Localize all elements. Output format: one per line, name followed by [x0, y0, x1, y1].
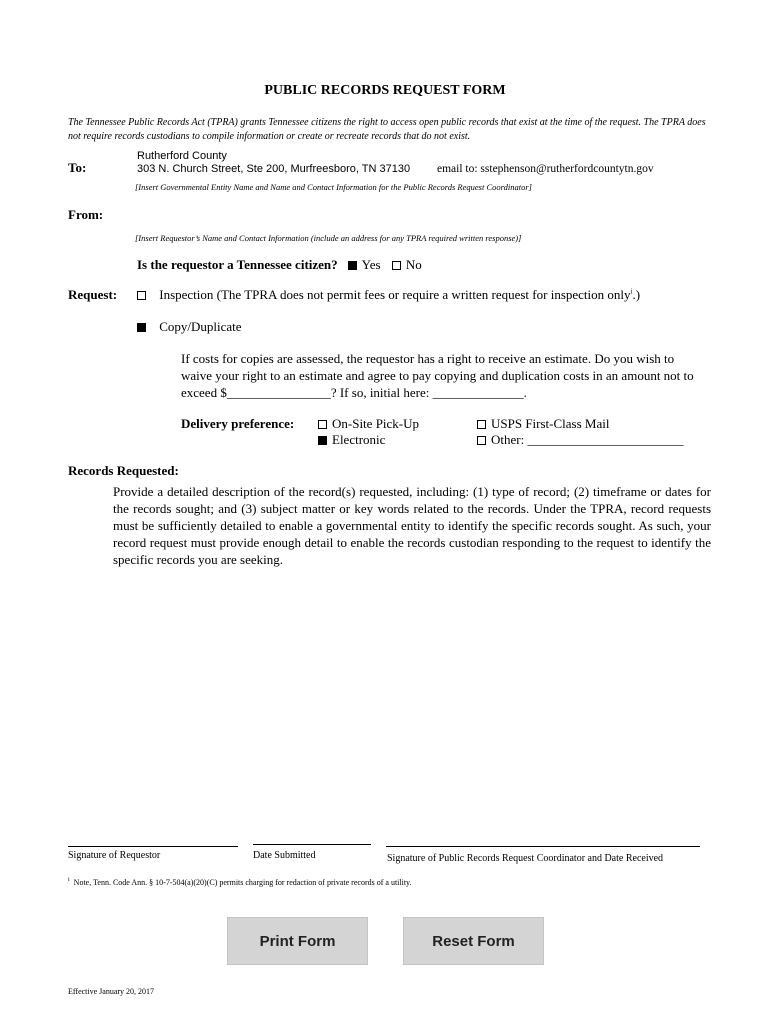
- to-entity: Rutherford County: [137, 150, 227, 162]
- electronic-option: [318, 432, 385, 448]
- other-option: [477, 432, 683, 448]
- inspection-checkbox[interactable]: [137, 291, 146, 300]
- inspection-footnote-mark: i: [630, 287, 633, 296]
- costs-paragraph: If costs for copies are assessed, the requestor has a right to receive an estimate. Do you wish to waive your right to an estimate and agree to pay copying and duplication costs in an amount not to exceed $________________? If so, initial here: ______________.: [181, 351, 694, 400]
- request-label: Request:: [68, 287, 118, 302]
- onsite-option: [318, 416, 419, 432]
- coordinator-signature-label: Signature of Public Records Request Coordinator and Date Received: [387, 853, 664, 864]
- citizen-yes-checkbox[interactable]: [348, 261, 357, 270]
- footnote: [68, 877, 412, 887]
- copy-label: Copy/Duplicate: [159, 319, 242, 334]
- usps-option: [477, 416, 609, 432]
- footnote-mark: i: [68, 877, 70, 883]
- delivery-label: Delivery preference:: [181, 416, 295, 431]
- requestor-signature-line[interactable]: [68, 846, 238, 847]
- footnote-text: Note, Tenn. Code Ann. § 10-7-504(a)(20)(C) permits charging for redaction of private records of a utility.: [73, 877, 412, 887]
- citizen-row: [137, 256, 422, 274]
- requestor-signature-label: Signature of Requestor: [68, 850, 161, 861]
- other-checkbox[interactable]: [477, 436, 486, 445]
- form-title: PUBLIC RECORDS REQUEST FORM: [264, 83, 506, 98]
- copy-checkbox[interactable]: [137, 323, 146, 332]
- reset-form-button[interactable]: Reset Form: [403, 917, 544, 965]
- inspection-label-end: .): [632, 287, 641, 302]
- from-label: From:: [68, 207, 104, 222]
- usps-checkbox[interactable]: [477, 420, 486, 429]
- citizen-yes-label: Yes: [361, 257, 381, 272]
- from-hint: [Insert Requestor’s Name and Contact Information (include an address for any TPRA required written response)]: [135, 233, 522, 243]
- inspection-label: Inspection (The TPRA does not permit fees or require a written request for inspection only: [159, 287, 631, 302]
- electronic-checkbox[interactable]: [318, 436, 327, 445]
- onsite-label: On-Site Pick-Up: [332, 416, 420, 431]
- other-label: Other: ________________________: [491, 432, 684, 447]
- onsite-checkbox[interactable]: [318, 420, 327, 429]
- records-label: Records Requested:: [68, 463, 179, 478]
- to-address: 303 N. Church Street, Ste 200, Murfreesboro, TN 37130: [137, 163, 411, 175]
- coordinator-signature-line[interactable]: [386, 846, 700, 847]
- to-hint: [Insert Governmental Entity Name and Name and Contact Information for the Public Records Request Coordinator]: [135, 182, 532, 192]
- intro-text: The Tennessee Public Records Act (TPRA) grants Tennessee citizens the right to access open public records that exist at the time of the request. The TPRA does not require records custodians to compile information or create or recreate records that do not exist.: [68, 117, 706, 142]
- inspection-row: [137, 287, 640, 303]
- citizen-no-label: No: [405, 257, 422, 272]
- effective-date: Effective January 20, 2017: [68, 987, 155, 996]
- electronic-label: Electronic: [332, 432, 386, 447]
- date-submitted-label: Date Submitted: [253, 850, 316, 861]
- copy-row: [137, 319, 242, 335]
- records-description: Provide a detailed description of the record(s) requested, including: (1) type of record; (2) timeframe or dates for the records sought; and (3) subject matter or key words related to the records. Under the TPRA, record requests must be sufficiently detailed to enable a governmental entity to identify the specific records sought. As such, your record request must provide enough detail to enable the records custodian responding to the request to identify the specific records you are seeking.: [113, 484, 711, 567]
- to-label: To:: [68, 160, 87, 175]
- date-submitted-line[interactable]: [253, 844, 371, 845]
- citizen-no-checkbox[interactable]: [392, 261, 401, 270]
- to-email: email to: sstephenson@rutherfordcountytn.gov: [437, 163, 654, 175]
- usps-label: USPS First-Class Mail: [491, 416, 610, 431]
- print-form-button[interactable]: Print Form: [227, 917, 368, 965]
- citizen-question: Is the requestor a Tennessee citizen?: [137, 257, 338, 272]
